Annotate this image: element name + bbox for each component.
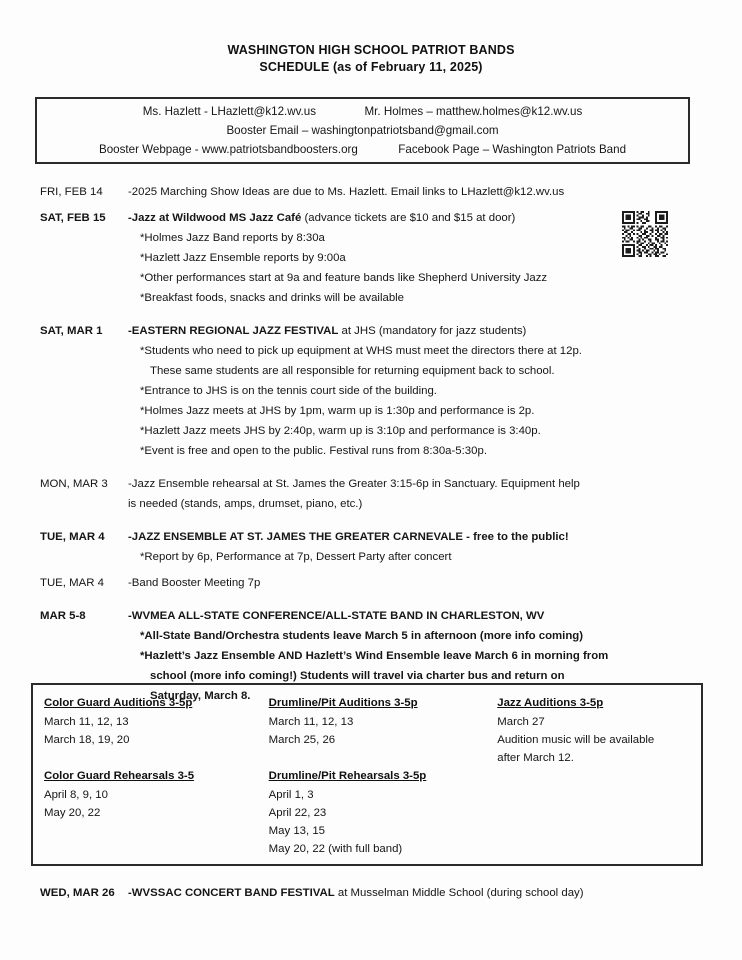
teacher-1-contact: Ms. Hazlett - LHazlett@k12.wv.us — [142, 105, 317, 118]
schedule-line: -WVMEA ALL-STATE CONFERENCE/ALL-STATE BAND IN CHARLESTON, WV — [128, 610, 545, 622]
schedule-line: *Students who need to pick up equipment at WHS must meet the directors there at 12p. — [140, 345, 582, 357]
schedule-line: *Hazlett Jazz Ensemble reports by 9:00a — [140, 252, 346, 264]
schedule-entry-body — [128, 321, 742, 461]
schedule-line: *Other performances start at 9a and feature bands like Shepherd University Jazz — [140, 272, 548, 284]
footer-schedule-entry — [0, 883, 742, 903]
auditions-group-line: Audition music will be available — [497, 734, 655, 746]
schedule-entry — [0, 182, 742, 202]
auditions-group-line: May 20, 22 (with full band) — [268, 843, 403, 855]
schedule-line: Saturday, March 8. — [150, 690, 251, 702]
schedule-entry-body — [128, 527, 742, 567]
schedule-spacer — [0, 308, 742, 321]
schedule-line: *Entrance to JHS is on the tennis court side of the building. — [140, 385, 437, 397]
auditions-group-line: April 1, 3 — [268, 789, 314, 801]
schedule-entry-date: MON, MAR 3 — [40, 478, 108, 490]
auditions-group-line: May 13, 15 — [268, 825, 325, 837]
schedule-line: *Report by 6p, Performance at 7p, Dessert Party after concert — [140, 551, 452, 563]
schedule-entry-date: SAT, MAR 1 — [40, 325, 103, 337]
document-header — [0, 0, 742, 76]
schedule-entry-body — [128, 474, 742, 514]
schedule-entry-date: MAR 5-8 — [40, 610, 86, 622]
schedule-entry-date: SAT, FEB 15 — [40, 212, 106, 224]
schedule-entry — [0, 527, 742, 567]
page-subtitle: SCHEDULE (as of February 11, 2025) — [259, 60, 483, 74]
auditions-group-spacer — [269, 749, 495, 767]
auditions-group-heading: Color Guard Auditions 3-5p — [44, 697, 193, 709]
schedule-spacer — [0, 461, 742, 474]
schedule-entry — [0, 474, 742, 514]
auditions-table — [31, 683, 703, 866]
auditions-group-line: March 11, 12, 13 — [268, 716, 354, 728]
contact-row-web — [99, 140, 626, 159]
schedule-line-lead: -EASTERN REGIONAL JAZZ FESTIVAL — [128, 325, 339, 337]
schedule-entry-body — [128, 182, 742, 202]
auditions-group-spacer — [44, 749, 264, 767]
auditions-group-line: April 8, 9, 10 — [44, 789, 108, 801]
schedule-line: is needed (stands, amps, drumset, piano, etc.) — [128, 498, 363, 510]
auditions-column — [494, 694, 701, 864]
auditions-group-line: after March 12. — [497, 752, 574, 764]
schedule-list — [0, 182, 742, 719]
schedule-line: -2025 Marching Show Ideas are due to Ms. Hazlett. Email links to LHazlett@k12.wv.us — [128, 186, 565, 198]
auditions-group-heading: Jazz Auditions 3-5p — [497, 697, 604, 709]
schedule-line: *Hazlett’s Jazz Ensemble AND Hazlett’s Wind Ensemble leave March 6 in morning from — [140, 650, 609, 662]
footer-entry-body — [128, 883, 742, 903]
auditions-group-heading: Drumline/Pit Auditions 3-5p — [268, 697, 418, 709]
booster-email: Booster Email – washingtonpatriotsband@gmail.com — [226, 124, 499, 137]
auditions-group-line: May 20, 22 — [44, 807, 101, 819]
schedule-entry-body — [128, 573, 742, 593]
contact-row-booster-email — [226, 121, 498, 140]
auditions-group-heading: Drumline/Pit Rehearsals 3-5p — [268, 770, 427, 782]
auditions-group-line: March 27 — [497, 716, 545, 728]
schedule-spacer — [0, 593, 742, 606]
auditions-group-heading: Color Guard Rehearsals 3-5 — [44, 770, 195, 782]
qr-code[interactable] — [622, 211, 668, 257]
booster-webpage: Booster Webpage - www.patriotsbandboosters.org — [98, 143, 358, 156]
schedule-line: These same students are all responsible for returning equipment back to school. — [150, 365, 555, 377]
schedule-entry-date: TUE, MAR 4 — [40, 531, 105, 543]
auditions-column — [33, 694, 264, 864]
schedule-line — [128, 321, 712, 341]
schedule-spacer — [0, 514, 742, 527]
schedule-line: *Holmes Jazz meets at JHS by 1pm, warm up is 1:30p and performance is 2p. — [140, 405, 535, 417]
schedule-line: *Holmes Jazz Band reports by 8:30a — [140, 232, 325, 244]
schedule-entry-date: TUE, MAR 4 — [40, 577, 104, 589]
schedule-line-trail: at JHS (mandatory for jazz students) — [338, 325, 527, 337]
schedule-line-trail: (advance tickets are $10 and $15 at door) — [301, 212, 516, 224]
footer-entry-line — [128, 883, 712, 903]
schedule-line: -Jazz Ensemble rehearsal at St. James the Greater 3:15-6p in Sanctuary. Equipment help — [128, 478, 580, 490]
contact-row-teachers — [143, 102, 583, 121]
footer-entry-trail: at Musselman Middle School (during school day) — [334, 887, 584, 899]
schedule-entry — [0, 321, 742, 461]
schedule-entry-date: FRI, FEB 14 — [40, 186, 103, 198]
contact-info-box — [35, 97, 690, 164]
schedule-line: -Band Booster Meeting 7p — [128, 577, 261, 589]
auditions-group-line: March 11, 12, 13 — [44, 716, 129, 728]
schedule-line-lead: -Jazz at Wildwood MS Jazz Café — [128, 212, 302, 224]
footer-entry-date: WED, MAR 26 — [40, 887, 115, 899]
page-title: WASHINGTON HIGH SCHOOL PATRIOT BANDS — [227, 43, 515, 57]
footer-entry-lead: -WVSSAC CONCERT BAND FESTIVAL — [128, 887, 335, 899]
auditions-group-line: March 25, 26 — [268, 734, 336, 746]
teacher-2-contact: Mr. Holmes – matthew.holmes@k12.wv.us — [364, 105, 583, 118]
schedule-line: *Breakfast foods, snacks and drinks will be available — [140, 292, 405, 304]
schedule-line: *Event is free and open to the public. Festival runs from 8:30a-5:30p. — [140, 445, 487, 457]
schedule-entry — [0, 573, 742, 593]
facebook-page: Facebook Page – Washington Patriots Band — [398, 143, 627, 156]
schedule-line: -JAZZ ENSEMBLE AT ST. JAMES THE GREATER CARNEVALE - free to the public! — [128, 531, 569, 543]
auditions-column — [264, 694, 495, 864]
auditions-group-line: April 22, 23 — [268, 807, 327, 819]
auditions-group-line: March 18, 19, 20 — [44, 734, 130, 746]
schedule-line: *All-State Band/Orchestra students leave March 5 in afternoon (more info coming) — [140, 630, 584, 642]
schedule-line: school (more info coming!) Students will travel via charter bus and return on — [150, 670, 565, 682]
schedule-line: *Hazlett Jazz meets JHS by 2:40p, warm up is 3:10p and performance is 3:40p. — [140, 425, 541, 437]
